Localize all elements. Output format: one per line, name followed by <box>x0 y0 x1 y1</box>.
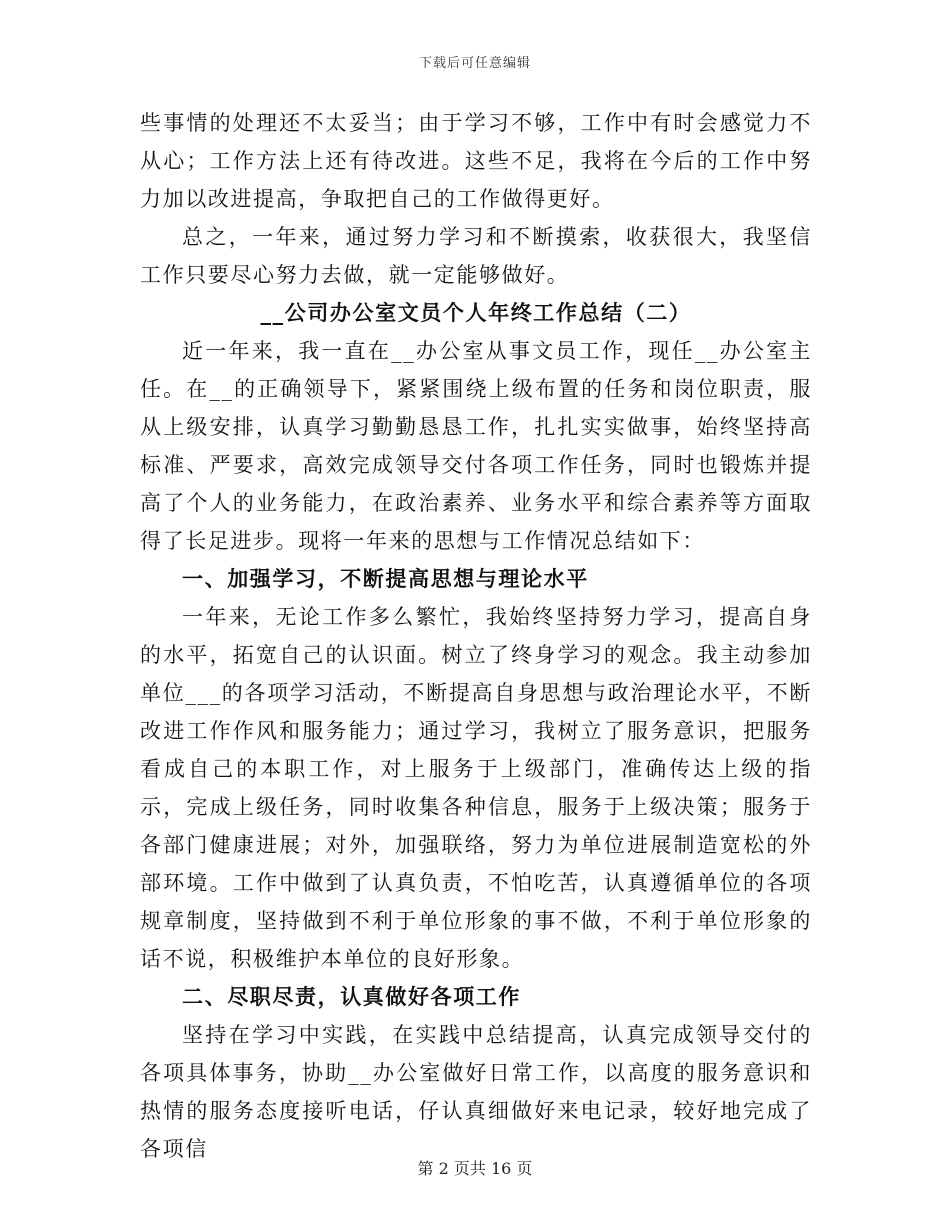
document-body <box>140 104 812 1168</box>
paragraph-continued: 些事情的处理还不太妥当；由于学习不够，工作中有时会感觉力不从心；工作方法上还有待改进。这些不足，我将在今后的工作中努力加以改进提高，争取把自己的工作做得更好。 <box>140 111 812 211</box>
header-note: 下载后可任意编辑 <box>418 56 531 71</box>
section-title: __公司办公室文员个人年终工作总结（二） <box>260 300 692 325</box>
paragraph-intro: 近一年来，我一直在__办公室从事文员工作，现任__办公室主任。在__的正确领导下，紧紧围绕上级布置的任务和岗位职责，服从上级安排，认真学习勤勤恳恳工作，扎扎实实做事，始终坚持高标准、严要求，高效完成领导交付各项工作任务，同时也锻炼并提高了个人的业务能力，在政治素养、业务水平和综合素养等方面取得了长足进步。现将一年来的思想与工作情况总结如下： <box>140 339 812 553</box>
page-indicator: 第 2 页共 16 页 <box>417 1159 533 1178</box>
paragraph-duties: 坚持在学习中实践，在实践中总结提高，认真完成领导交付的各项具体事务，协助__办公室做好日常工作，以高度的服务意识和热情的服务态度接听电话，仔认真细做好来电记录，较好地完成了各项信 <box>140 1023 812 1161</box>
paragraph-study: 一年来，无论工作多么繁忙，我始终坚持努力学习，提高自身的水平，拓宽自己的认识面。树立了终身学习的观念。我主动参加单位___的各项学习活动，不断提高自身思想与政治理论水平，不断改进工作作风和服务能力；通过学习，我树立了服务意识，把服务看成自己的本职工作，对上服务于上级部门，准确传达上级的指示，完成上级任务，同时收集各种信息，服务于上级决策；服务于各部门健康进展；对外，加强联络，努力为单位进展制造宽松的外部环境。工作中做到了认真负责，不怕吃苦，认真遵循单位的各项规章制度，坚持做到不利于单位形象的事不做，不利于单位形象的话不说，积极维护本单位的良好形象。 <box>140 605 812 971</box>
heading-duties: 二、尽职尽责，认真做好各项工作 <box>182 984 521 1009</box>
heading-study: 一、加强学习，不断提高思想与理论水平 <box>182 566 589 591</box>
paragraph-conclusion: 总之，一年来，通过努力学习和不断摸索，收获很大，我坚信工作只要尽心努力去做，就一定能够做好。 <box>140 225 812 287</box>
